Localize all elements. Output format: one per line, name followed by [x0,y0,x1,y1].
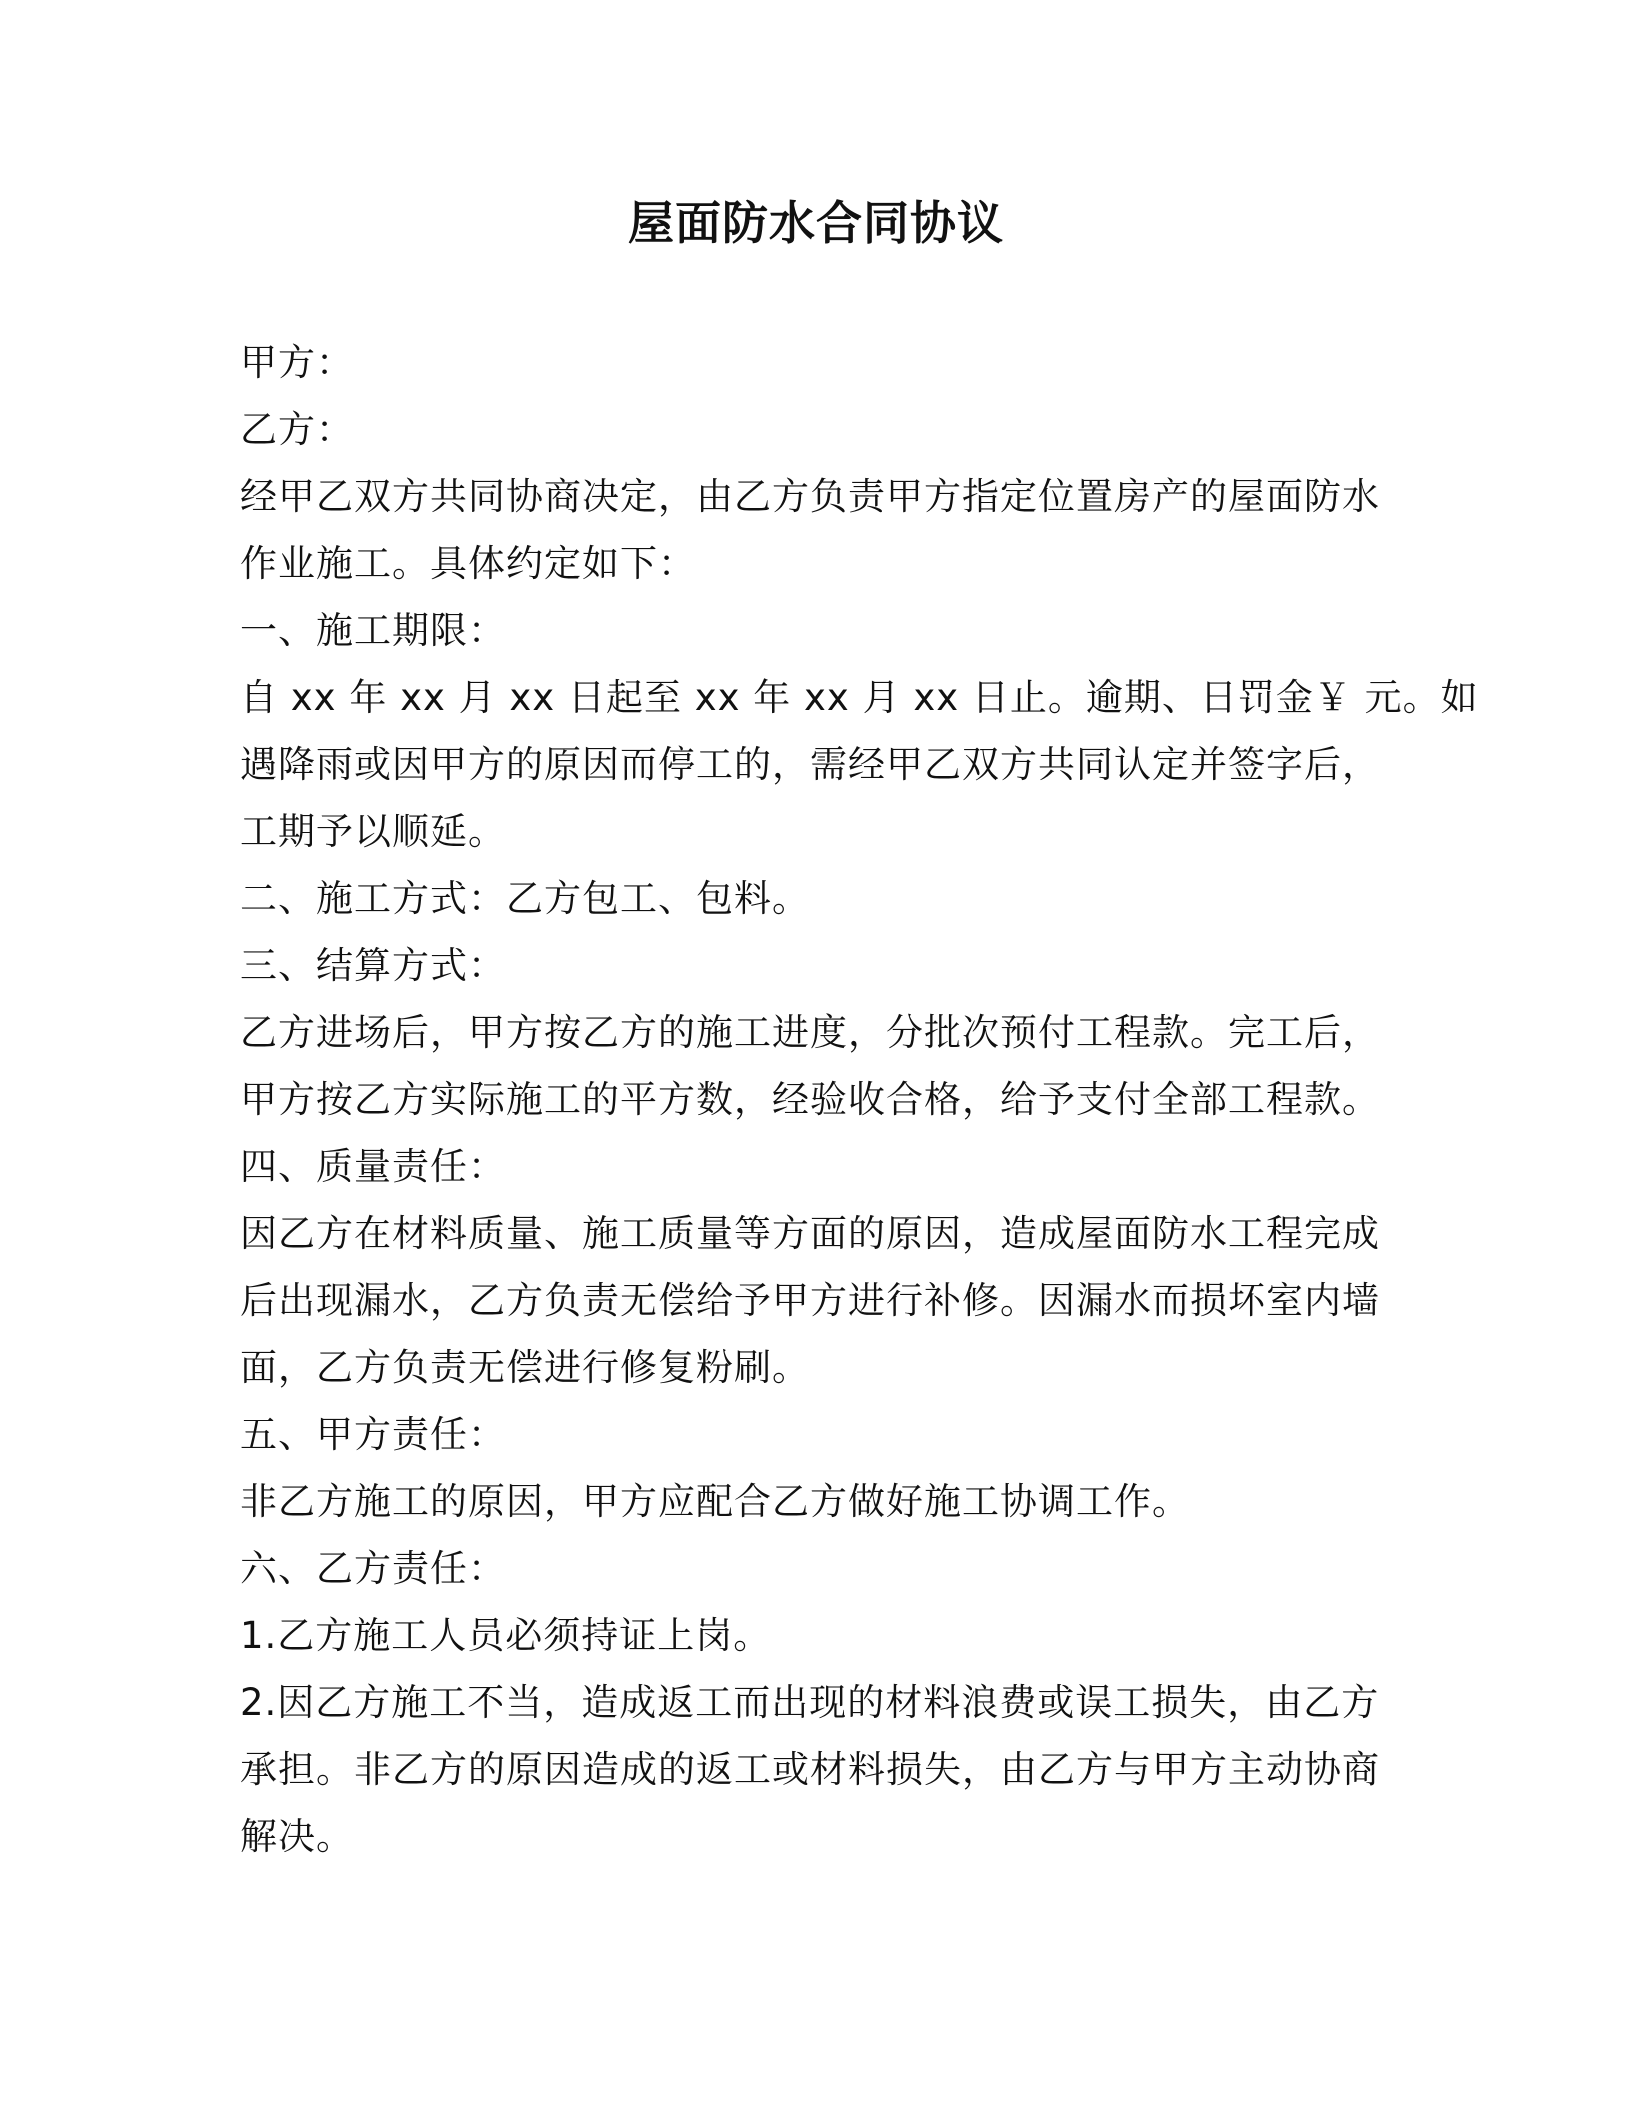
document-title: 屋面防水合同协议 [628,196,1004,250]
paragraph-line: 自 xx 年 xx 月 xx 日起至 xx 年 xx 月 xx 日止。逾期、日罚金￥ 元。如 [240,676,1479,719]
section-heading: 五、甲方责任： [240,1413,506,1456]
paragraph-line: 解决。 [240,1815,354,1858]
paragraph-line: 遇降雨或因甲方的原因而停工的，需经甲乙双方共同认定并签字后， [240,743,1380,786]
paragraph-line: 承担。非乙方的原因造成的返工或材料损失，由乙方与甲方主动协商 [240,1748,1380,1791]
party-b-line: 乙方： [240,408,354,451]
paragraph-line: 乙方进场后，甲方按乙方的施工进度，分批次预付工程款。完工后， [240,1011,1380,1054]
section-heading: 四、质量责任： [240,1145,506,1188]
section-heading: 一、施工期限： [240,609,506,652]
section-heading: 六、乙方责任： [240,1547,506,1590]
list-item: 2.因乙方施工不当，造成返工而出现的材料浪费或误工损失，由乙方 [240,1681,1380,1724]
paragraph-line: 后出现漏水，乙方负责无偿给予甲方进行补修。因漏水而损坏室内墙 [240,1279,1380,1322]
paragraph-line: 甲方按乙方实际施工的平方数，经验收合格，给予支付全部工程款。 [240,1078,1380,1121]
paragraph-line: 面，乙方负责无偿进行修复粉刷。 [240,1346,810,1389]
list-item: 1.乙方施工人员必须持证上岗。 [240,1614,772,1657]
party-a-line: 甲方： [240,341,354,384]
section-heading: 三、结算方式： [240,944,506,987]
intro-line: 作业施工。具体约定如下： [240,542,696,585]
document-body [240,329,1479,1870]
paragraph-line: 因乙方在材料质量、施工质量等方面的原因，造成屋面防水工程完成 [240,1212,1380,1255]
paragraph-line: 工期予以顺延。 [240,810,506,853]
paragraph-line: 非乙方施工的原因，甲方应配合乙方做好施工协调工作。 [240,1480,1190,1523]
intro-line: 经甲乙双方共同协商决定，由乙方负责甲方指定位置房产的屋面防水 [240,475,1380,518]
section-heading: 二、施工方式：乙方包工、包料。 [240,877,810,920]
